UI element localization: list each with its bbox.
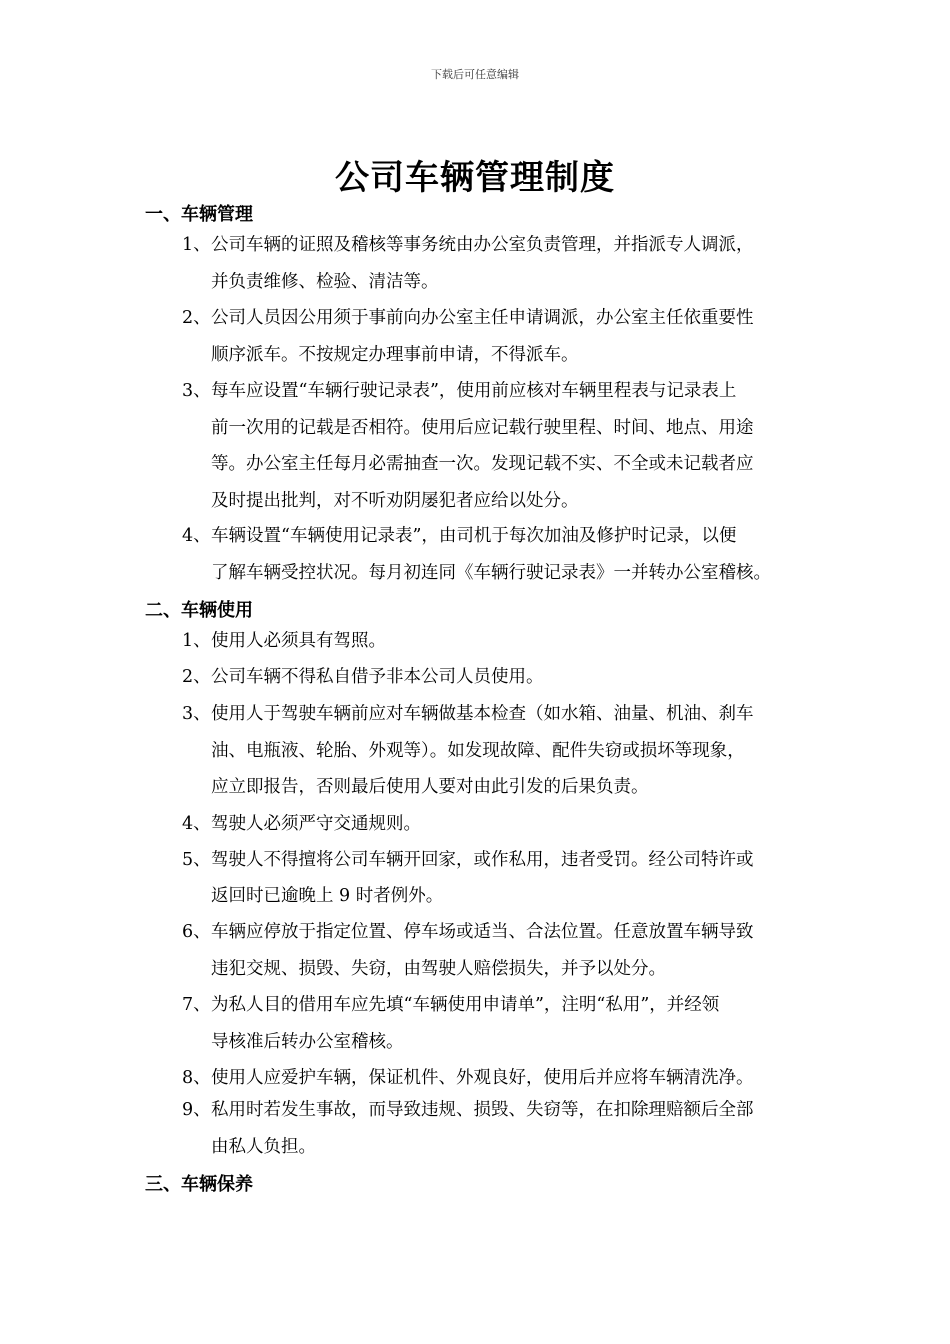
section-heading: 三、车辆保养: [145, 1174, 253, 1195]
item-text-line: 驾驶人不得擅将公司车辆开回家，或作私用，违者受罚。经公司特许或: [211, 850, 754, 870]
item-text-line: 私用时若发生事故，而导致违规、损毁、失窃等，在扣除理赔额后全部: [211, 1100, 754, 1120]
item-text-line: 公司车辆的证照及稽核等事务统由办公室负责管理，并指派专人调派，: [211, 235, 754, 255]
item-number: 6、: [182, 922, 211, 942]
item-text-line: 油、电瓶液、轮胎、外观等）。如发现故障、配件失窃或损坏等现象，: [211, 741, 745, 761]
item-number: 1、: [182, 631, 211, 651]
item-number: 7、: [182, 995, 211, 1015]
item-text-line: 由私人负担。: [211, 1137, 316, 1157]
item-text-line: 返回时已逾晚上 9 时者例外。: [211, 886, 444, 906]
item-number: 4、: [182, 814, 211, 834]
item-text-line: 为私人目的借用车应先填“车辆使用申请单”，注明“私用”，并经领: [211, 995, 720, 1015]
item-number: 5、: [182, 850, 211, 870]
item-number: 3、: [182, 381, 211, 401]
item-text-line: 了解车辆受控状况。每月初连同《车辆行驶记录表》一并转办公室稽核。: [211, 563, 771, 583]
item-text-line: 公司人员因公用须于事前向办公室主任申请调派，办公室主任依重要性: [211, 308, 754, 328]
item-number: 4、: [182, 526, 211, 546]
item-text-line: 公司车辆不得私自借予非本公司人员使用。: [211, 667, 544, 687]
item-number: 2、: [182, 667, 211, 687]
item-text-line: 车辆应停放于指定位置、停车场或适当、合法位置。任意放置车辆导致: [211, 922, 754, 942]
item-text-line: 违犯交规、损毁、失窃，由驾驶人赔偿损失，并予以处分。: [211, 959, 666, 979]
item-text-line: 每车应设置“车辆行驶记录表”，使用前应核对车辆里程表与记录表上: [211, 381, 737, 401]
item-text-line: 使用人必须具有驾照。: [211, 631, 386, 651]
item-text-line: 使用人应爱护车辆，保证机件、外观良好，使用后并应将车辆清洗净。: [211, 1068, 754, 1088]
item-text-line: 等。办公室主任每月必需抽查一次。发现记载不实、不全或未记载者应: [211, 454, 754, 474]
item-number: 1、: [182, 235, 211, 255]
section-heading: 二、车辆使用: [145, 600, 253, 621]
page-title: 公司车辆管理制度: [335, 158, 615, 198]
item-text-line: 应立即报告，否则最后使用人要对由此引发的后果负责。: [211, 777, 649, 797]
item-text-line: 顺序派车。不按规定办理事前申请，不得派车。: [211, 345, 579, 365]
section-heading: 一、车辆管理: [145, 204, 253, 225]
item-text-line: 前一次用的记载是否相符。使用后应记载行驶里程、时间、地点、用途: [211, 418, 754, 438]
item-text-line: 并负责维修、检验、清洁等。: [211, 272, 439, 292]
item-number: 2、: [182, 308, 211, 328]
item-text-line: 及时提出批判，对不听劝阴屡犯者应给以处分。: [211, 491, 579, 511]
item-number: 3、: [182, 704, 211, 724]
item-number: 8、: [182, 1068, 211, 1088]
item-number: 9、: [182, 1100, 211, 1120]
item-text-line: 导核准后转办公室稽核。: [211, 1032, 404, 1052]
item-text-line: 驾驶人必须严守交通规则。: [211, 814, 421, 834]
item-text-line: 使用人于驾驶车辆前应对车辆做基本检查（如水箱、油量、机油、刹车: [211, 704, 754, 724]
item-text-line: 车辆设置“车辆使用记录表”，由司机于每次加油及修护时记录，以便: [211, 526, 737, 546]
header-note: 下载后可任意编辑: [431, 68, 519, 81]
